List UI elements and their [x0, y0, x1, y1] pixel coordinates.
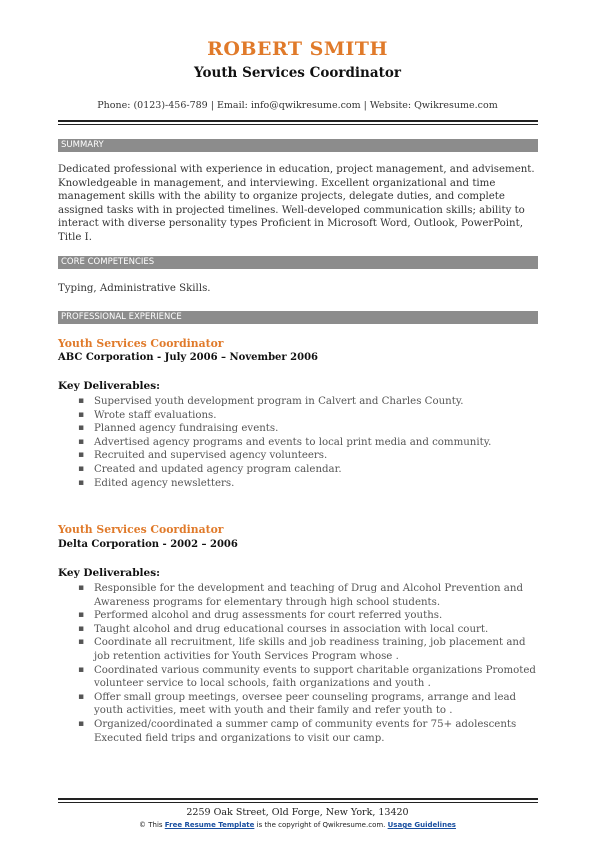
list-item: ▪ Wrote staff evaluations. [58, 409, 540, 423]
footer-divider-thin [58, 802, 538, 803]
header-divider [58, 120, 538, 122]
competencies-text: Typing, Administrative Skills. [58, 283, 211, 294]
deliverables-list [58, 395, 540, 490]
list-item: ▪ Organized/coordinated a summer camp of community events for 75+ adolescents Executed field trips and organizations to visit our camp. [58, 718, 540, 745]
header-divider-thin [58, 124, 538, 125]
competencies-heading: CORE COMPETENCIES [58, 256, 538, 269]
copyright-prefix: © This [139, 821, 163, 829]
deliverables-list [58, 582, 540, 745]
footer-divider [58, 798, 538, 800]
list-item: ▪ Performed alcohol and drug assessments for court referred youths. [58, 609, 540, 623]
key-deliverables-label: Key Deliverables: [58, 380, 161, 392]
contact-line: Phone: (0123)-456-789 | Email: info@qwikresume.com | Website: Qwikresume.com [97, 100, 498, 111]
list-item: ▪ Supervised youth development program in Calvert and Charles County. [58, 395, 540, 409]
footer-address: 2259 Oak Street, Old Forge, New York, 13420 [186, 807, 409, 818]
usage-guidelines-link[interactable]: Usage Guidelines [387, 821, 456, 829]
free-resume-template-link[interactable]: Free Resume Template [164, 821, 255, 829]
summary-text: Dedicated professional with experience in education, project management, and advisement. Knowledgeable in management, and interviewing. Excellent organizational and time management skills with the ability to organize projects, delegate duties, and complete assigned tasks with in projected timelines. Well-developed communication skills; ability to interact with diverse personality types Proficient in Microsoft Word, Outlook, PowerPoint, Title I. [58, 164, 535, 243]
candidate-name: ROBERT SMITH [207, 38, 388, 60]
key-deliverables-label: Key Deliverables: [58, 567, 161, 579]
list-item: ▪ Taught alcohol and drug educational courses in association with local court. [58, 623, 540, 637]
footer-copyright [0, 821, 595, 829]
list-item: ▪ Offer small group meetings, oversee peer counseling programs, arrange and lead youth activities, meet with youth and their family and refer youth to . [58, 691, 540, 718]
job-role: Youth Services Coordinator [58, 523, 224, 536]
list-item: ▪ Responsible for the development and teaching of Drug and Alcohol Prevention and Awareness programs for elementary through high school students. [58, 582, 540, 609]
list-item: ▪ Coordinated various community events to support charitable organizations Promoted volunteer service to local schools, faith organizations and youth . [58, 664, 540, 691]
experience-heading: PROFESSIONAL EXPERIENCE [58, 311, 538, 324]
job-role: Youth Services Coordinator [58, 337, 224, 350]
summary-heading: SUMMARY [58, 139, 538, 152]
list-item: ▪ Edited agency newsletters. [58, 477, 540, 491]
copyright-middle: is the copyright of Qwikresume.com. [256, 821, 386, 829]
list-item: ▪ Planned agency fundraising events. [58, 422, 540, 436]
job-company: Delta Corporation - 2002 – 2006 [58, 539, 238, 550]
list-item: ▪ Created and updated agency program calendar. [58, 463, 540, 477]
list-item: ▪ Recruited and supervised agency volunteers. [58, 449, 540, 463]
list-item: ▪ Advertised agency programs and events to local print media and community. [58, 436, 540, 450]
list-item: ▪ Coordinate all recruitment, life skills and job readiness training, job placement and job retention activities for Youth Services Program whose . [58, 636, 540, 663]
job-company: ABC Corporation - July 2006 – November 2006 [58, 352, 319, 363]
candidate-title: Youth Services Coordinator [194, 65, 401, 81]
